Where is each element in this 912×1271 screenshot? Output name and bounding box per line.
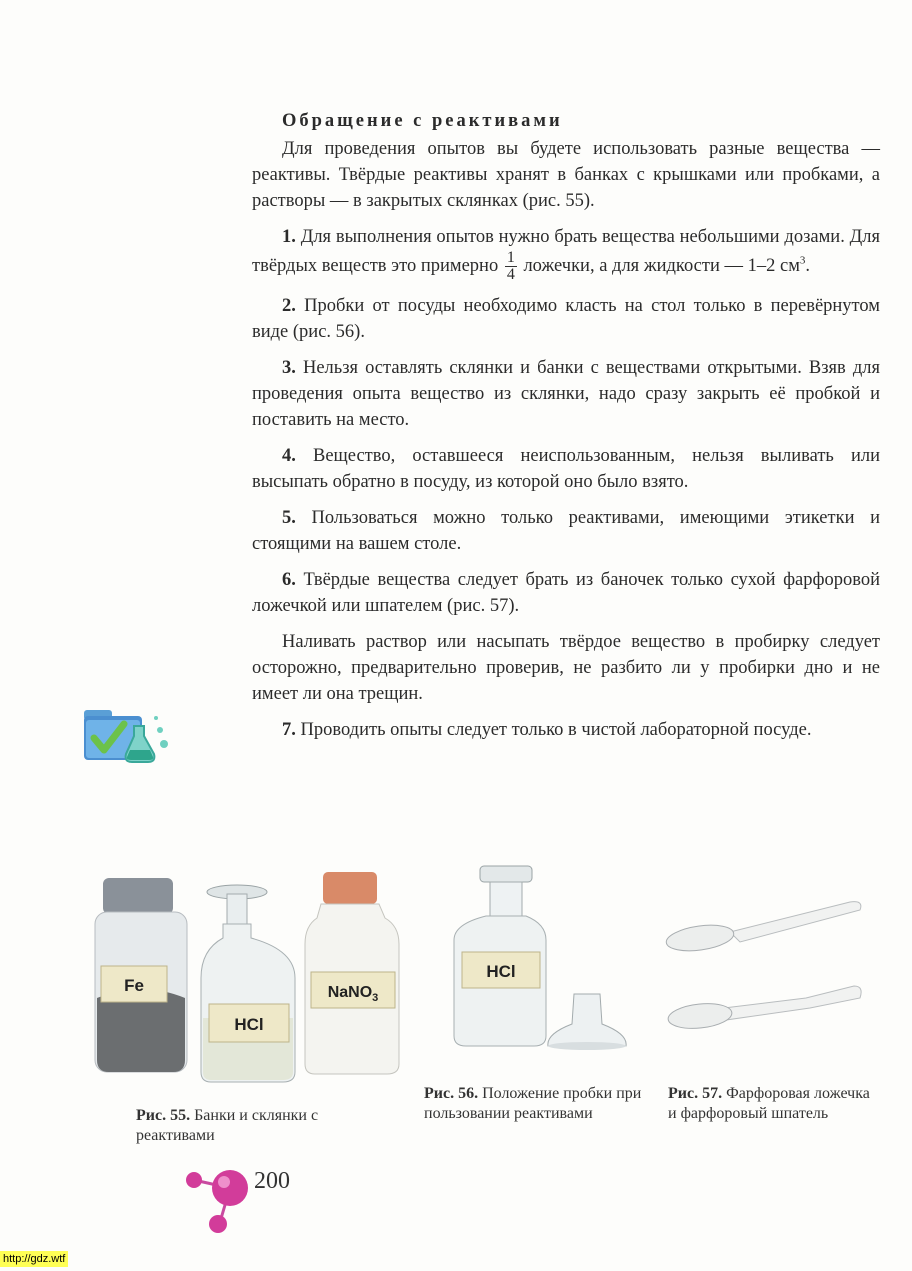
fraction-numerator: 1 xyxy=(506,249,515,266)
period: . xyxy=(805,255,811,276)
fraction xyxy=(505,250,517,283)
rule-5 xyxy=(252,505,880,557)
inverted-stopper xyxy=(548,994,626,1046)
figure-55-caption xyxy=(136,1106,366,1146)
rule-6 xyxy=(252,567,880,619)
porcelain-spoon xyxy=(730,902,861,942)
hcl-label: HCl xyxy=(234,1015,264,1034)
rule-number: 2. xyxy=(282,296,296,316)
note-paragraph: Наливать раствор или насыпать твёрдое вещество в пробирку следует осторожно, предварительно проверив, не разбито ли у пробирки дно и не имеет ли она трещин. xyxy=(252,632,880,704)
nano3-label: NaNO xyxy=(327,984,373,1001)
rule-text: ложечки, а для жидкости — 1–2 см xyxy=(523,255,800,276)
nano3-bottle-cap xyxy=(323,872,377,904)
rule-4 xyxy=(252,443,880,495)
rule-text: Проводить опыты следует только в чистой лабораторной посуде. xyxy=(300,720,812,740)
rule-number: 1. xyxy=(282,227,296,247)
porcelain-spatula xyxy=(724,986,861,1020)
rule-number: 3. xyxy=(282,358,296,378)
folder-check-flask-icon xyxy=(80,702,170,772)
rule-text: Вещество, оставшееся неиспользованным, нельзя выливать или высыпать обратно в посуду, из которой оно было взято. xyxy=(252,446,880,492)
nano3-subscript: 3 xyxy=(372,992,379,1004)
hcl-label-2: HCl xyxy=(486,962,516,981)
rule-number: 4. xyxy=(282,446,296,466)
figure-57-caption xyxy=(668,1084,878,1124)
figure-56-caption xyxy=(424,1084,644,1124)
rule-text: Пробки от посуды необходимо класть на стол только в перевёрнутом виде (рис. 56). xyxy=(252,296,881,342)
molecule-icon xyxy=(180,1160,252,1236)
rule-text: Твёрдые вещества следует брать из баночек только сухой фарфоровой ложечкой или шпателем (рис. 57). xyxy=(252,570,881,616)
rule-text: Для выполнения опытов нужно брать вещества небольшими дозами. Для твёрдых веществ это примерно xyxy=(252,227,881,276)
figure-57-spoon-spatula xyxy=(660,880,870,1040)
caption-text: Положение пробки при пользовании реактивами xyxy=(424,1085,642,1122)
rule-text: Пользоваться можно только реактивами, имеющими этикетки и стоящими на вашем столе. xyxy=(252,508,881,554)
figure-55-jars xyxy=(85,868,403,1088)
caption-text: Фарфоровая ложечка и фарфоровый шпатель xyxy=(668,1085,870,1122)
rule-number: 5. xyxy=(282,508,296,528)
rule-number: 6. xyxy=(282,570,296,590)
caption-number: Рис. 56. xyxy=(424,1085,479,1102)
rule-3 xyxy=(252,355,880,433)
page-number: 200 xyxy=(254,1168,290,1194)
caption-number: Рис. 55. xyxy=(136,1107,191,1124)
caption-text: Банки и склянки с реактивами xyxy=(136,1107,319,1144)
rule-2 xyxy=(252,293,880,345)
superscript: 3 xyxy=(799,254,806,267)
fe-jar-cap xyxy=(103,878,173,914)
rule-text: Нельзя оставлять склянки и банки с веществами открытыми. Взяв для проведения опыта вещество из склянки, надо сразу закрыть её пробкой и поставить на место. xyxy=(252,358,881,430)
fraction-denominator: 4 xyxy=(506,266,515,283)
fe-label: Fe xyxy=(124,976,144,995)
caption-number: Рис. 57. xyxy=(668,1085,723,1102)
rule-7 xyxy=(252,717,880,743)
rule-number: 7. xyxy=(282,720,296,740)
section-heading: Обращение с реактивами xyxy=(282,111,563,131)
intro-paragraph: Для проведения опытов вы будете использовать разные вещества — реактивы. Твёрдые реактивы хранят в банках с крышками или пробками, а растворы — в закрытых склянках (рис. 55). xyxy=(252,139,880,211)
figure-56-bottle-stopper xyxy=(440,860,640,1060)
watermark-link[interactable]: http://gdz.wtf xyxy=(0,1251,68,1267)
main-text xyxy=(252,108,880,753)
rule-1 xyxy=(252,224,880,283)
